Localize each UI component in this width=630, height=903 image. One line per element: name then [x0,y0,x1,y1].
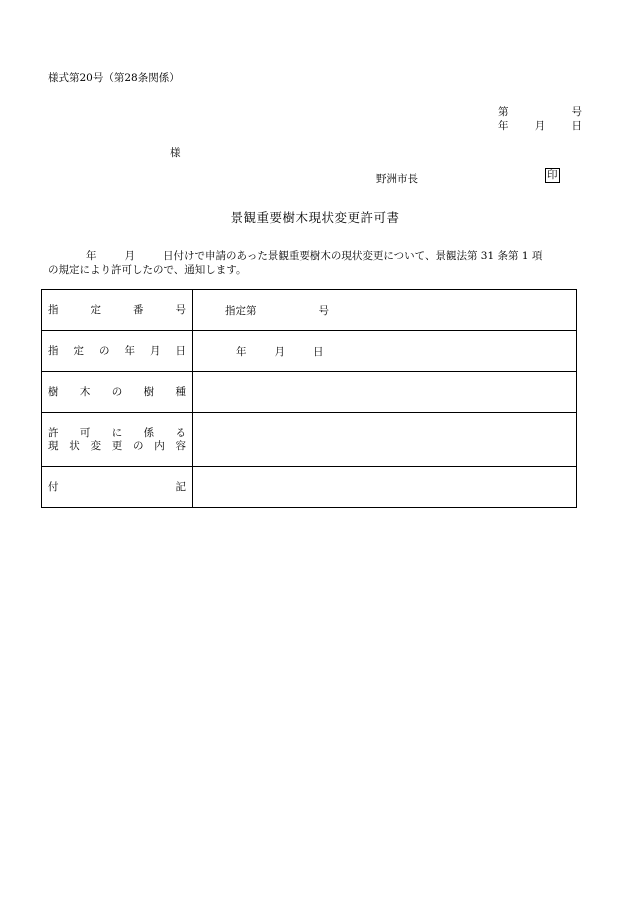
value-designation-date[interactable] [193,331,577,372]
label-char: 容 [175,439,186,452]
table-row-designation-date [42,331,577,372]
label-char: 日 [175,344,186,357]
label-char: 許 [48,426,59,439]
value-change-details[interactable] [193,413,577,467]
label-chars [42,345,192,358]
label-char: 定 [90,303,101,316]
label-char: 状 [69,439,80,452]
label-char: の [111,385,123,398]
issue-date-year: 年 [498,120,509,132]
label-chars [42,304,192,317]
label-char: 定 [73,344,84,357]
label-chars-line2 [42,440,192,453]
body-year: 年 [86,250,97,262]
label-remarks [42,467,193,508]
notice-body [48,249,588,277]
designation-prefix: 指定第 [225,304,257,317]
designation-year: 年 [236,345,247,358]
issuer: 野洲市長 [376,173,418,185]
label-designation-date [42,331,193,372]
issue-date-month: 月 [534,120,546,132]
designation-day: 日 [313,345,324,358]
label-char: 種 [175,385,186,398]
label-char: に [111,426,123,439]
label-char: 年 [124,344,135,357]
label-char: 記 [175,480,186,493]
label-char: 木 [79,385,91,398]
notice-body-line2: の規定により許可したので、通知します。 [48,264,247,276]
label-tree-species [42,372,193,413]
label-char: 付 [48,480,59,493]
designation-month: 月 [274,345,285,358]
value-remarks[interactable] [193,467,577,508]
body-rest-line1: 日付けで申請のあった景観重要樹木の現状変更について、景観法第 31 条第 1 項 [163,250,543,262]
table-row-change-details [42,413,577,467]
label-change-details [42,413,193,467]
designation-suffix: 号 [318,304,329,317]
label-char: 現 [48,439,59,452]
label-char: 号 [175,303,186,316]
label-chars-line1 [42,427,192,440]
label-char: 番 [133,303,144,316]
issue-date [498,118,582,133]
document-number [498,104,582,119]
value-designation-number[interactable] [193,290,577,331]
document-number-go: 号 [571,106,582,118]
label-char: の [99,344,110,357]
table-row-tree-species [42,372,577,413]
body-month: 月 [124,250,135,262]
form-number: 様式第20号（第28条関係） [48,72,180,84]
label-char: 更 [111,439,123,452]
label-chars [42,481,192,494]
table-row-designation-number [42,290,577,331]
label-char: 可 [79,426,91,439]
addressee: 様 [170,147,181,159]
label-char: 樹 [48,385,59,398]
value-tree-species[interactable] [193,372,577,413]
table-row-remarks [42,467,577,508]
label-designation-number [42,290,193,331]
document-number-dai: 第 [498,106,509,118]
label-char: 指 [48,344,59,357]
notice-body-line1 [48,249,588,263]
seal-mark: 印 [547,169,558,181]
issue-date-day: 日 [571,120,582,132]
label-char: 内 [154,439,165,452]
label-chars [42,386,192,399]
label-char: る [175,426,186,439]
label-char: 変 [90,439,101,452]
label-char: 月 [150,344,161,357]
label-char: の [133,439,144,452]
document-title: 景観重要樹木現状変更許可書 [230,210,400,225]
label-char: 指 [48,303,59,316]
label-char: 樹 [143,385,155,398]
permit-table [41,289,577,508]
label-char: 係 [143,426,155,439]
